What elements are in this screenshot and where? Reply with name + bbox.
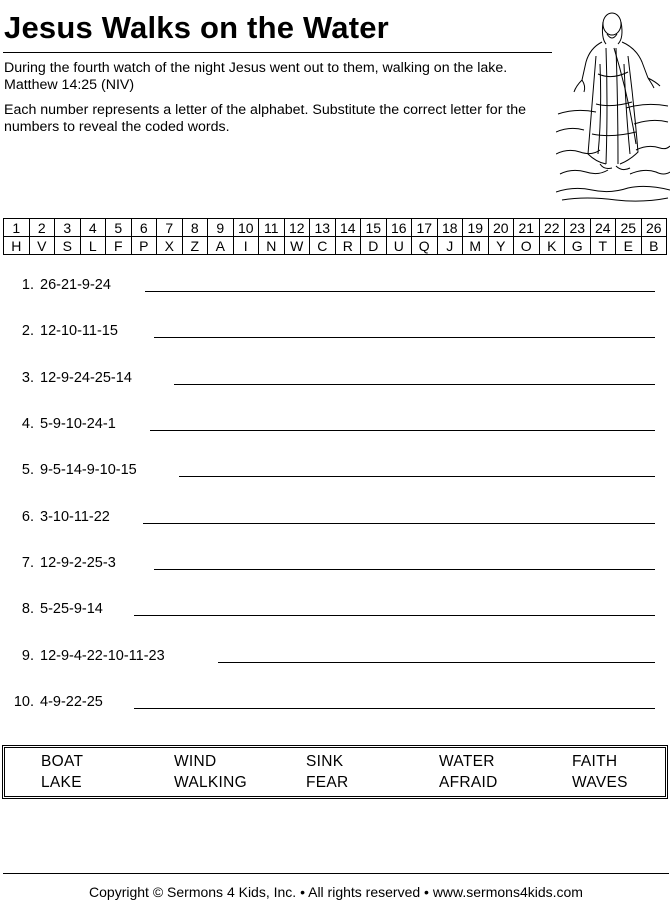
cipher-number: 13 [310,219,336,237]
question-number: 4. [21,416,34,432]
cipher-letter: C [310,237,336,255]
cipher-letter: D [361,237,387,255]
question-number: 5. [21,462,34,478]
cipher-letter: F [106,237,132,255]
cipher-number: 26 [641,219,667,237]
cipher-letter: U [386,237,412,255]
cipher-number: 1 [4,219,30,237]
cipher-letter: J [437,237,463,255]
question-code: 3-10-11-22 [40,509,110,525]
question-4 [0,414,672,436]
question-code: 12-9-2-25-3 [40,555,116,571]
bible-verse: During the fourth watch of the night Jesus went out to them, walking on the lake. Matthew 14:25 (NIV) [4,60,508,93]
cipher-number: 25 [616,219,642,237]
cipher-letter: E [616,237,642,255]
answer-line[interactable] [145,291,655,292]
question-number: 2. [21,323,34,339]
cipher-letter: Y [488,237,514,255]
word-bank-item: BOAT [41,753,84,770]
cipher-number: 4 [80,219,106,237]
word-bank [2,745,668,799]
title-divider [3,52,552,53]
cipher-number: 6 [131,219,157,237]
word-bank-item: FAITH [572,753,618,770]
question-8 [0,599,672,621]
footer-divider [3,873,669,874]
cipher-number: 23 [565,219,591,237]
answer-line[interactable] [134,615,655,616]
answer-line[interactable] [143,523,655,524]
cipher-number: 21 [514,219,540,237]
page-title: Jesus Walks on the Water [4,10,389,45]
cipher-number-row [4,219,667,237]
cipher-letter: I [233,237,259,255]
cipher-letter: Z [182,237,208,255]
cipher-letter: B [641,237,667,255]
question-number: 10. [13,694,34,710]
cipher-letter: A [208,237,234,255]
cipher-number: 9 [208,219,234,237]
word-bank-item: WAVES [572,774,628,791]
cipher-number: 20 [488,219,514,237]
question-9 [0,646,672,668]
cipher-number: 3 [55,219,81,237]
cipher-number: 24 [590,219,616,237]
cipher-letter: N [259,237,285,255]
cipher-number: 10 [233,219,259,237]
cipher-number: 18 [437,219,463,237]
instructions: Each number represents a letter of the alphabet. Substitute the correct letter for the numbers to reveal the coded words. [4,102,527,135]
cipher-number: 12 [284,219,310,237]
word-bank-item: WIND [174,753,217,770]
word-bank-item: FEAR [306,774,349,791]
question-number: 3. [21,370,34,386]
question-code: 5-25-9-14 [40,601,103,617]
answer-line[interactable] [154,569,655,570]
question-number: 7. [21,555,34,571]
cipher-number: 7 [157,219,183,237]
word-bank-item: WATER [439,753,495,770]
question-code: 5-9-10-24-1 [40,416,116,432]
question-number: 1. [21,277,34,293]
cipher-letter: R [335,237,361,255]
answer-line[interactable] [134,708,655,709]
cipher-number: 16 [386,219,412,237]
question-10 [0,692,672,714]
cipher-letter: Q [412,237,438,255]
cipher-number: 11 [259,219,285,237]
question-code: 12-9-24-25-14 [40,370,132,386]
cipher-number: 14 [335,219,361,237]
cipher-number: 8 [182,219,208,237]
cipher-letter: M [463,237,489,255]
cipher-letter: T [590,237,616,255]
word-bank-item: LAKE [41,774,82,791]
cipher-number: 17 [412,219,438,237]
question-2 [0,321,672,343]
cipher-number: 2 [29,219,55,237]
cipher-letter: W [284,237,310,255]
answer-line[interactable] [218,662,655,663]
question-3 [0,368,672,390]
footer-copyright: Copyright © Sermons 4 Kids, Inc. • All rights reserved • www.sermons4kids.com [89,884,583,900]
cipher-key-table [3,218,667,255]
question-number: 6. [21,509,34,525]
cipher-letter: P [131,237,157,255]
question-number: 8. [21,601,34,617]
question-code: 12-9-4-22-10-11-23 [40,648,165,664]
cipher-letter-row [4,237,667,255]
cipher-letter: G [565,237,591,255]
cipher-letter: S [55,237,81,255]
question-code: 4-9-22-25 [40,694,103,710]
question-code: 12-10-11-15 [40,323,118,339]
question-6 [0,507,672,529]
jesus-walking-on-water-illustration [556,4,670,204]
answer-line[interactable] [179,476,655,477]
question-code: 9-5-14-9-10-15 [40,462,137,478]
cipher-number: 5 [106,219,132,237]
word-bank-item: SINK [306,753,344,770]
answer-line[interactable] [154,337,655,338]
word-bank-item: AFRAID [439,774,498,791]
question-5 [0,460,672,482]
word-bank-item: WALKING [174,774,248,791]
cipher-number: 19 [463,219,489,237]
cipher-number: 15 [361,219,387,237]
cipher-letter: L [80,237,106,255]
cipher-letter: V [29,237,55,255]
cipher-letter: X [157,237,183,255]
cipher-letter: K [539,237,565,255]
question-1 [0,275,672,297]
question-number: 9. [21,648,34,664]
cipher-letter: O [514,237,540,255]
question-code: 26-21-9-24 [40,277,111,293]
answer-line[interactable] [174,384,655,385]
cipher-letter: H [4,237,30,255]
cipher-number: 22 [539,219,565,237]
answer-line[interactable] [150,430,655,431]
question-7 [0,553,672,575]
